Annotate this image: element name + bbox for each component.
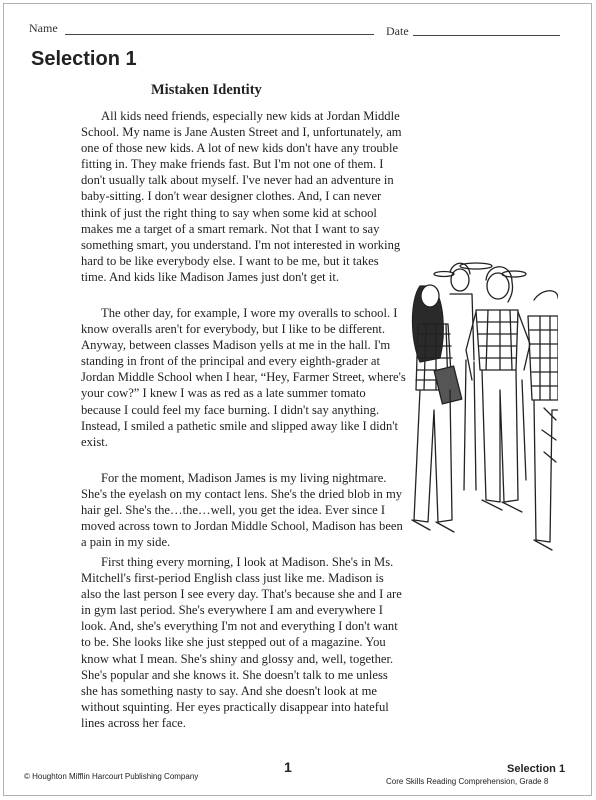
footer-selection-label: Selection 1: [507, 763, 566, 775]
date-label: Date: [386, 24, 409, 38]
copyright-notice: © Houghton Mifflin Harcourt Publishing Company: [24, 772, 199, 781]
worksheet-page: [3, 3, 592, 796]
story-paragraph-4: First thing every morning, I look at Madison. She's in Ms. Mitchell's first-period English class just like me. Madison is also the last person I see every day. That's because she and I are in gym last period. She's everywhere I am and everywhere I look. And, she's everything I'm not and everything I don't want to be. She looks like she just stepped out of a magazine. You know what I mean. She's shiny and glossy and, well, together. She's popular and she knows it. She doesn't talk to me unless she has something nasty to say. And she doesn't look at me without squinting. Her eyes practically disappear into hateful lines across her face.: [81, 555, 402, 730]
story-title: Mistaken Identity: [151, 82, 262, 98]
story-paragraph-1: All kids need friends, especially new kids at Jordan Middle School. My name is Jane Austen Street and I, unfortunately, am one of those new kids. A lot of new kids don't have any trouble fitting in. They make friends fast. But I'm not one of them. I don't usually talk about myself. I've never had an adventure in baby-sitting. I don't wear designer clothes. And, I can never think of just the right thing to say when some kid at school makes me a target of a smart remark. Not that I want to say something smart, you understand. I'm not interested in working hard to be like everybody else. I want to be me, but it takes time. And kids like Madison James just don't get it.: [81, 109, 402, 284]
date-blank-line: [413, 35, 560, 36]
name-blank-line: [65, 34, 374, 35]
selection-title: Selection 1: [31, 48, 137, 70]
page-number: 1: [284, 759, 292, 775]
story-paragraph-2: The other day, for example, I wore my overalls to school. I know overalls aren't for everybody, but I like to be different. Anyway, between classes Madison yells at me in the hall. I'm standing in front of the principal and every eighth-grader at Jordan Middle School when I hear, “Hey, Farmer Street, where's your cow?” I knew I was as red as a late summer tomato because I could feel my face burning. I didn't say anything. Instead, I smiled a pathetic smile and slipped away like I didn't exist.: [81, 306, 406, 449]
students-hallway-illustration: [406, 240, 558, 560]
story-paragraph-3: For the moment, Madison James is my living nightmare. She's the eyelash on my contact lens. She's the dried blob in my hair gel. She's the…the…well, you get the idea. Ever since I moved across town to Jordan Middle School, Madison has been a pain in my side.: [81, 471, 403, 550]
name-label: Name: [29, 21, 58, 35]
book-title: Core Skills Reading Comprehension, Grade 8: [386, 777, 549, 786]
